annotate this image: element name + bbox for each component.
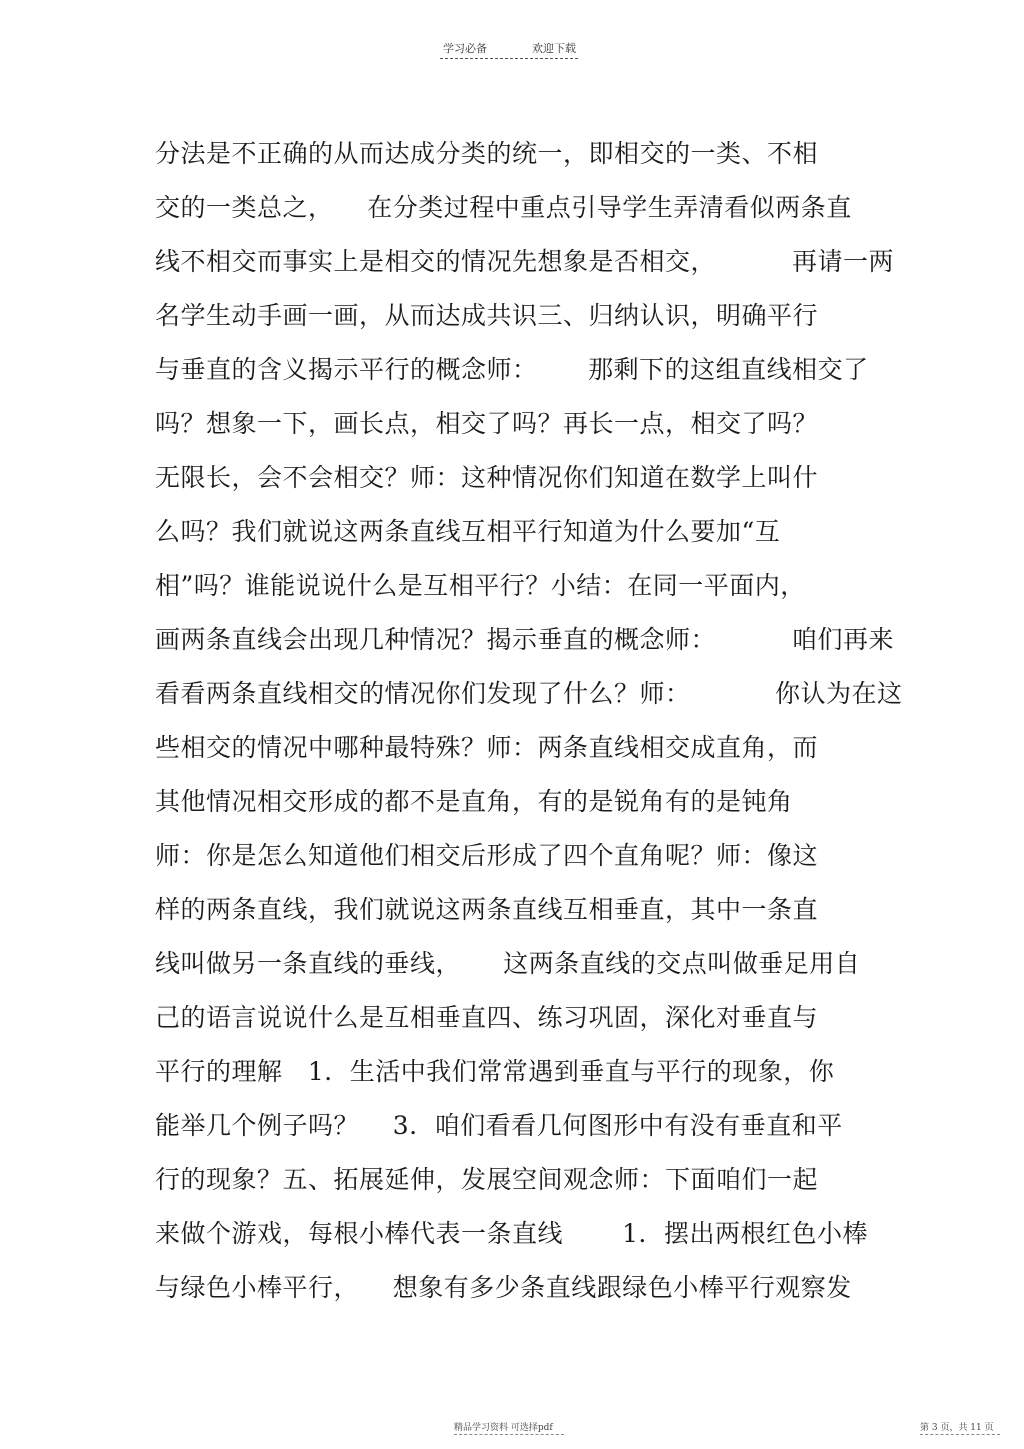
text-line: 名学生动手画一画，从而达成共识三、归纳认识，明确平行 xyxy=(155,301,819,330)
document-body xyxy=(155,134,903,1322)
text-line: 线不相交而事实上是相交的情况先想象是否相交， 再请一两 xyxy=(155,247,895,276)
text-line: 无限长，会不会相交？师：这种情况你们知道在数学上叫什 xyxy=(155,463,819,492)
text-line: 与绿色小棒平行， 想象有多少条直线跟绿色小棒平行观察发 xyxy=(155,1273,852,1302)
text-line: 看看两条直线相交的情况你们发现了什么？师： 你认为在这 xyxy=(155,679,903,708)
text-line: 平行的理解 1．生活中我们常常遇到垂直与平行的现象，你 xyxy=(155,1057,835,1086)
text-line: 样的两条直线，我们就说这两条直线互相垂直，其中一条直 xyxy=(155,895,819,924)
page-header xyxy=(440,40,580,62)
header-divider xyxy=(440,58,578,59)
text-line: 来做个游戏，每根小棒代表一条直线 1．摆出两根红色小棒 xyxy=(155,1219,869,1248)
text-line: 能举几个例子吗？ 3．咱们看看几何图形中有没有垂直和平 xyxy=(155,1111,843,1140)
text-line: 相”吗？谁能说说什么是互相平行？小结：在同一平面内， xyxy=(155,571,806,600)
text-line: 画两条直线会出现几种情况？揭示垂直的概念师： 咱们再来 xyxy=(155,625,895,654)
header-right-text: 欢迎下载 xyxy=(532,42,576,55)
footer-left-divider xyxy=(454,1434,564,1435)
footer-left xyxy=(454,1420,553,1436)
text-line: 么吗？我们就说这两条直线互相平行知道为什么要加“互 xyxy=(155,517,781,546)
text-line: 交的一类总之， 在分类过程中重点引导学生弄清看似两条直 xyxy=(155,193,852,222)
footer-right-divider xyxy=(920,1434,1000,1435)
text-line: 其他情况相交形成的都不是直角，有的是锐角有的是钝角 xyxy=(155,787,793,816)
text-line: 分法是不正确的从而达成分类的统一，即相交的一类、不相 xyxy=(155,139,819,168)
text-line: 与垂直的含义揭示平行的概念师： 那剩下的这组直线相交了 xyxy=(155,355,869,384)
footer-left-text: 精品学习资料 可选择pdf xyxy=(454,1423,553,1433)
text-line: 些相交的情况中哪种最特殊？师：两条直线相交成直角，而 xyxy=(155,733,819,762)
text-line: 师：你是怎么知道他们相交后形成了四个直角呢？师：像这 xyxy=(155,841,819,870)
text-line: 行的现象？五、拓展延伸，发展空间观念师：下面咱们一起 xyxy=(155,1165,819,1194)
header-left-text: 学习必备 xyxy=(443,42,487,55)
text-line: 线叫做另一条直线的垂线， 这两条直线的交点叫做垂足用自 xyxy=(155,949,861,978)
footer-right xyxy=(920,1420,994,1436)
page-number-text: 第 3 页，共 11 页 xyxy=(920,1423,994,1433)
text-line: 吗？想象一下，画长点，相交了吗？再长一点，相交了吗？ xyxy=(155,409,819,438)
text-line: 己的语言说说什么是互相垂直四、练习巩固，深化对垂直与 xyxy=(155,1003,819,1032)
